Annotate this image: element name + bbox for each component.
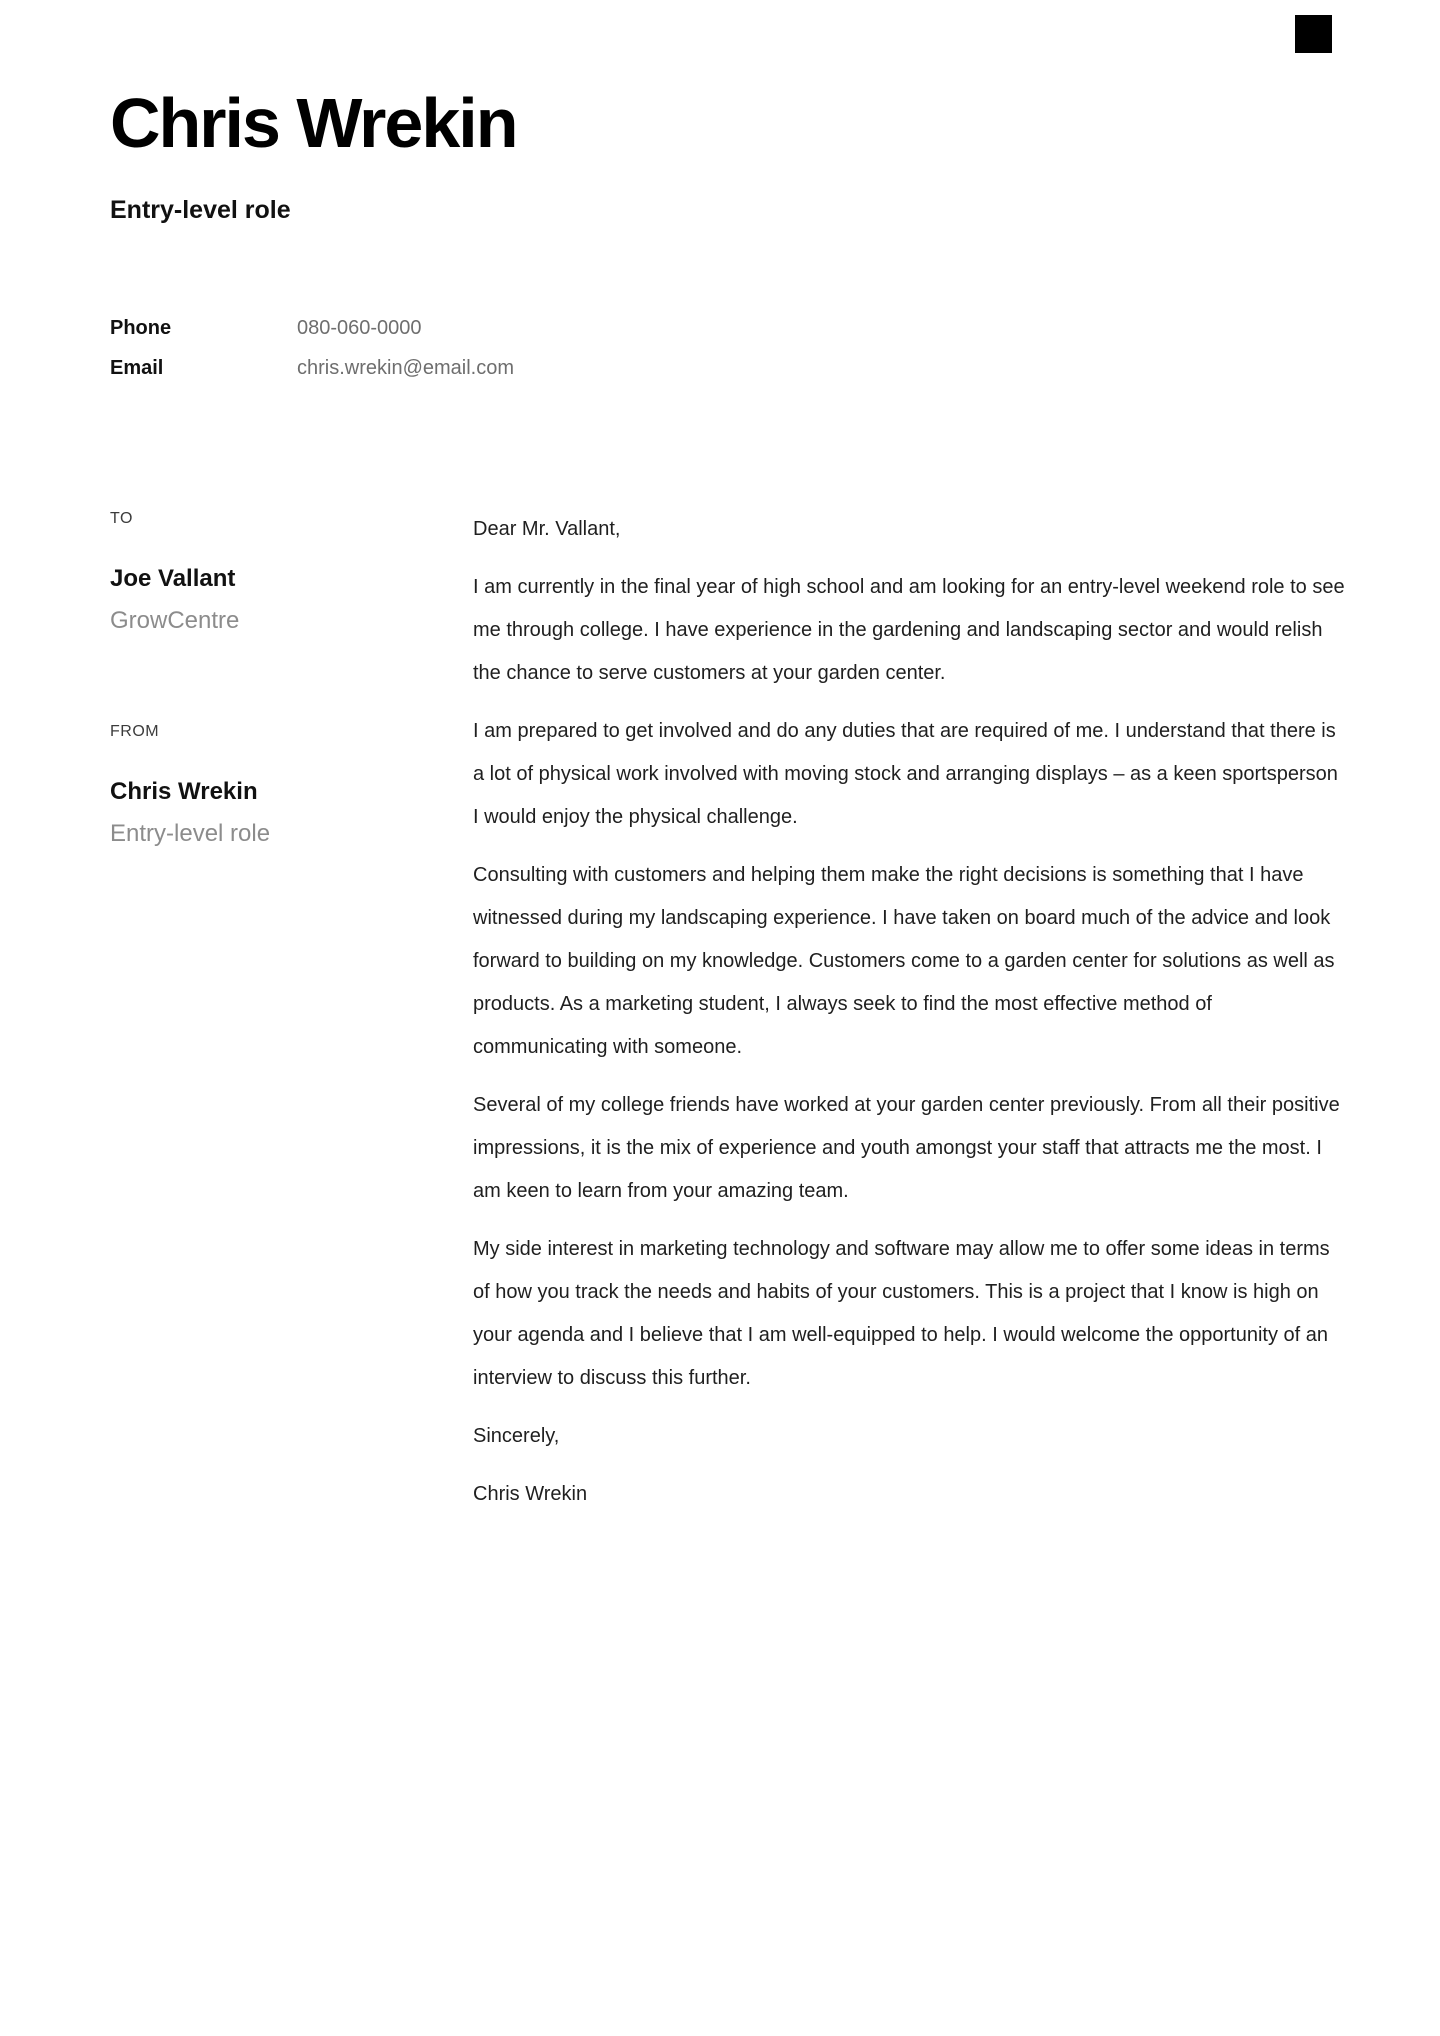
salutation: Dear Mr. Vallant, [473,518,621,540]
sender-role: Entry-level role [110,820,271,847]
recipient-company: GrowCentre [110,607,240,634]
phone-row [110,317,1345,340]
letter-paragraph: My side interest in marketing technology and software may allow me to offer some ideas in terms of how you track the needs and habits of your customers. This is a project that I know is high on your agenda and I believe that I am well-equipped to help. I would welcome the opportunity of an interview to discuss this further. [473,1238,1330,1389]
sender-block [110,723,473,848]
phone-value: 080-060-0000 [297,317,422,339]
letter-paragraph: Several of my college friends have worked at your garden center previously. From all their positive impressions, it is the mix of experience and youth amongst your staff that attracts me the most. I am keen to learn from your amazing team. [473,1094,1340,1202]
parties-column [110,508,473,1531]
applicant-role: Entry-level role [110,196,291,224]
applicant-name: Chris Wrekin [110,84,517,162]
signature: Chris Wrekin [473,1483,588,1505]
brand-square-icon [1295,15,1332,53]
closing: Sincerely, [473,1425,560,1447]
recipient-block [110,510,473,635]
from-section-label: FROM [110,723,160,740]
letter-paragraph: Consulting with customers and helping them make the right decisions is something that I have witnessed during my landscaping experience. I have taken on board much of the advice and look forward to building on my knowledge. Customers come to a garden center for solutions as well as products. As a marketing student, I always seek to find the most effective method of communicating with someone. [473,864,1335,1058]
recipient-name: Joe Vallant [110,565,236,592]
email-row [110,357,1345,380]
letter-paragraph: I am prepared to get involved and do any duties that are required of me. I understand that there is a lot of physical work involved with moving stock and arranging displays – as a keen sportsperson I would enjoy the physical challenge. [473,720,1338,828]
email-value: chris.wrekin@email.com [297,357,515,379]
letter-paragraph: I am currently in the final year of high school and am looking for an entry-level weekend role to see me through college. I have experience in the gardening and landscaping sector and would relish the chance to serve customers at your garden center. [473,576,1345,684]
letter-body [473,508,1345,1531]
to-section-label: TO [110,510,133,527]
contact-section [110,317,1345,380]
phone-label: Phone [110,317,172,339]
letter-layout [110,508,1345,1531]
email-label: Email [110,357,164,379]
sender-name: Chris Wrekin [110,778,258,805]
header [110,0,1345,225]
